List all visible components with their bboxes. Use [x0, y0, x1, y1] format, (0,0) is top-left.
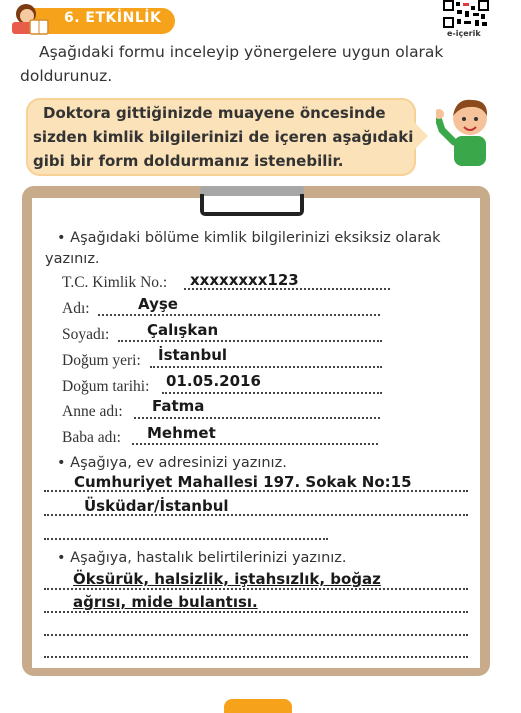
anne-adi-value[interactable]: Fatma [152, 397, 205, 415]
dogum-tarihi-value[interactable]: 01.05.2016 [166, 372, 261, 390]
label-anne-adi: Anne adı: [62, 403, 123, 420]
e-icerik-label: e-içerik [447, 29, 481, 38]
tc-kimlik-value[interactable]: xxxxxxxx123 [190, 271, 299, 289]
instruction-address: • Aşağıya, ev adresinizi yazınız. [57, 455, 287, 471]
girl-reading-icon [8, 0, 56, 38]
symptom-line-3 [44, 634, 468, 636]
address-value-2[interactable]: Üsküdar/İstanbul [84, 497, 229, 515]
label-baba-adi: Baba adı: [62, 429, 121, 446]
baba-adi-line [132, 443, 378, 445]
symptom-value-1[interactable]: Öksürük, halsizlik, iştahsızlık, boğaz [73, 570, 381, 588]
symptom-value-2[interactable]: ağrısı, mide bulantısı. [73, 593, 258, 611]
speech-text: Doktora gittiğinizde muayene öncesinde sizden kimlik bilgilerinizi de içeren aşağıdaki gibi bir form doldurmanız istenebilir. [33, 104, 414, 170]
symptom-line-4 [44, 656, 468, 658]
dogum-yeri-line [150, 366, 382, 368]
clipboard-clip-icon [196, 182, 308, 218]
label-tc-kimlik: T.C. Kimlik No.: [62, 274, 168, 291]
instruction-symptoms: • Aşağıya, hastalık belirtilerinizi yazınız. [57, 550, 347, 566]
address-value-1[interactable]: Cumhuriyet Mahallesi 197. Sokak No:15 [74, 473, 412, 491]
symptom-line-2 [44, 611, 468, 613]
soyadi-line [118, 340, 382, 342]
label-adi: Adı: [62, 300, 90, 317]
adi-line [98, 314, 380, 316]
label-dogum-tarihi: Doğum tarihi: [62, 378, 150, 395]
activity-title: 6. ETKİNLİK [64, 10, 162, 26]
dogum-tarihi-line [162, 392, 382, 394]
label-dogum-yeri: Doğum yeri: [62, 352, 141, 369]
address-line-3 [44, 538, 328, 540]
qr-code-icon[interactable] [443, 0, 489, 28]
boy-waving-icon [436, 96, 500, 166]
instruction-identity: • Aşağıdaki bölüme kimlik bilgilerinizi eksiksiz olarak yazınız. [45, 230, 441, 267]
adi-value[interactable]: Ayşe [138, 295, 178, 313]
baba-adi-value[interactable]: Mehmet [147, 424, 216, 442]
page-bottom-tab [224, 699, 292, 713]
dogum-yeri-value[interactable]: İstanbul [158, 346, 228, 364]
anne-adi-line [134, 417, 380, 419]
label-soyadi: Soyadı: [62, 326, 110, 343]
intro-text: Aşağıdaki formu inceleyip yönergelere uygun olarak doldurunuz. [20, 43, 444, 85]
symptom-line-1 [44, 588, 468, 590]
soyadi-value[interactable]: Çalışkan [147, 321, 219, 339]
